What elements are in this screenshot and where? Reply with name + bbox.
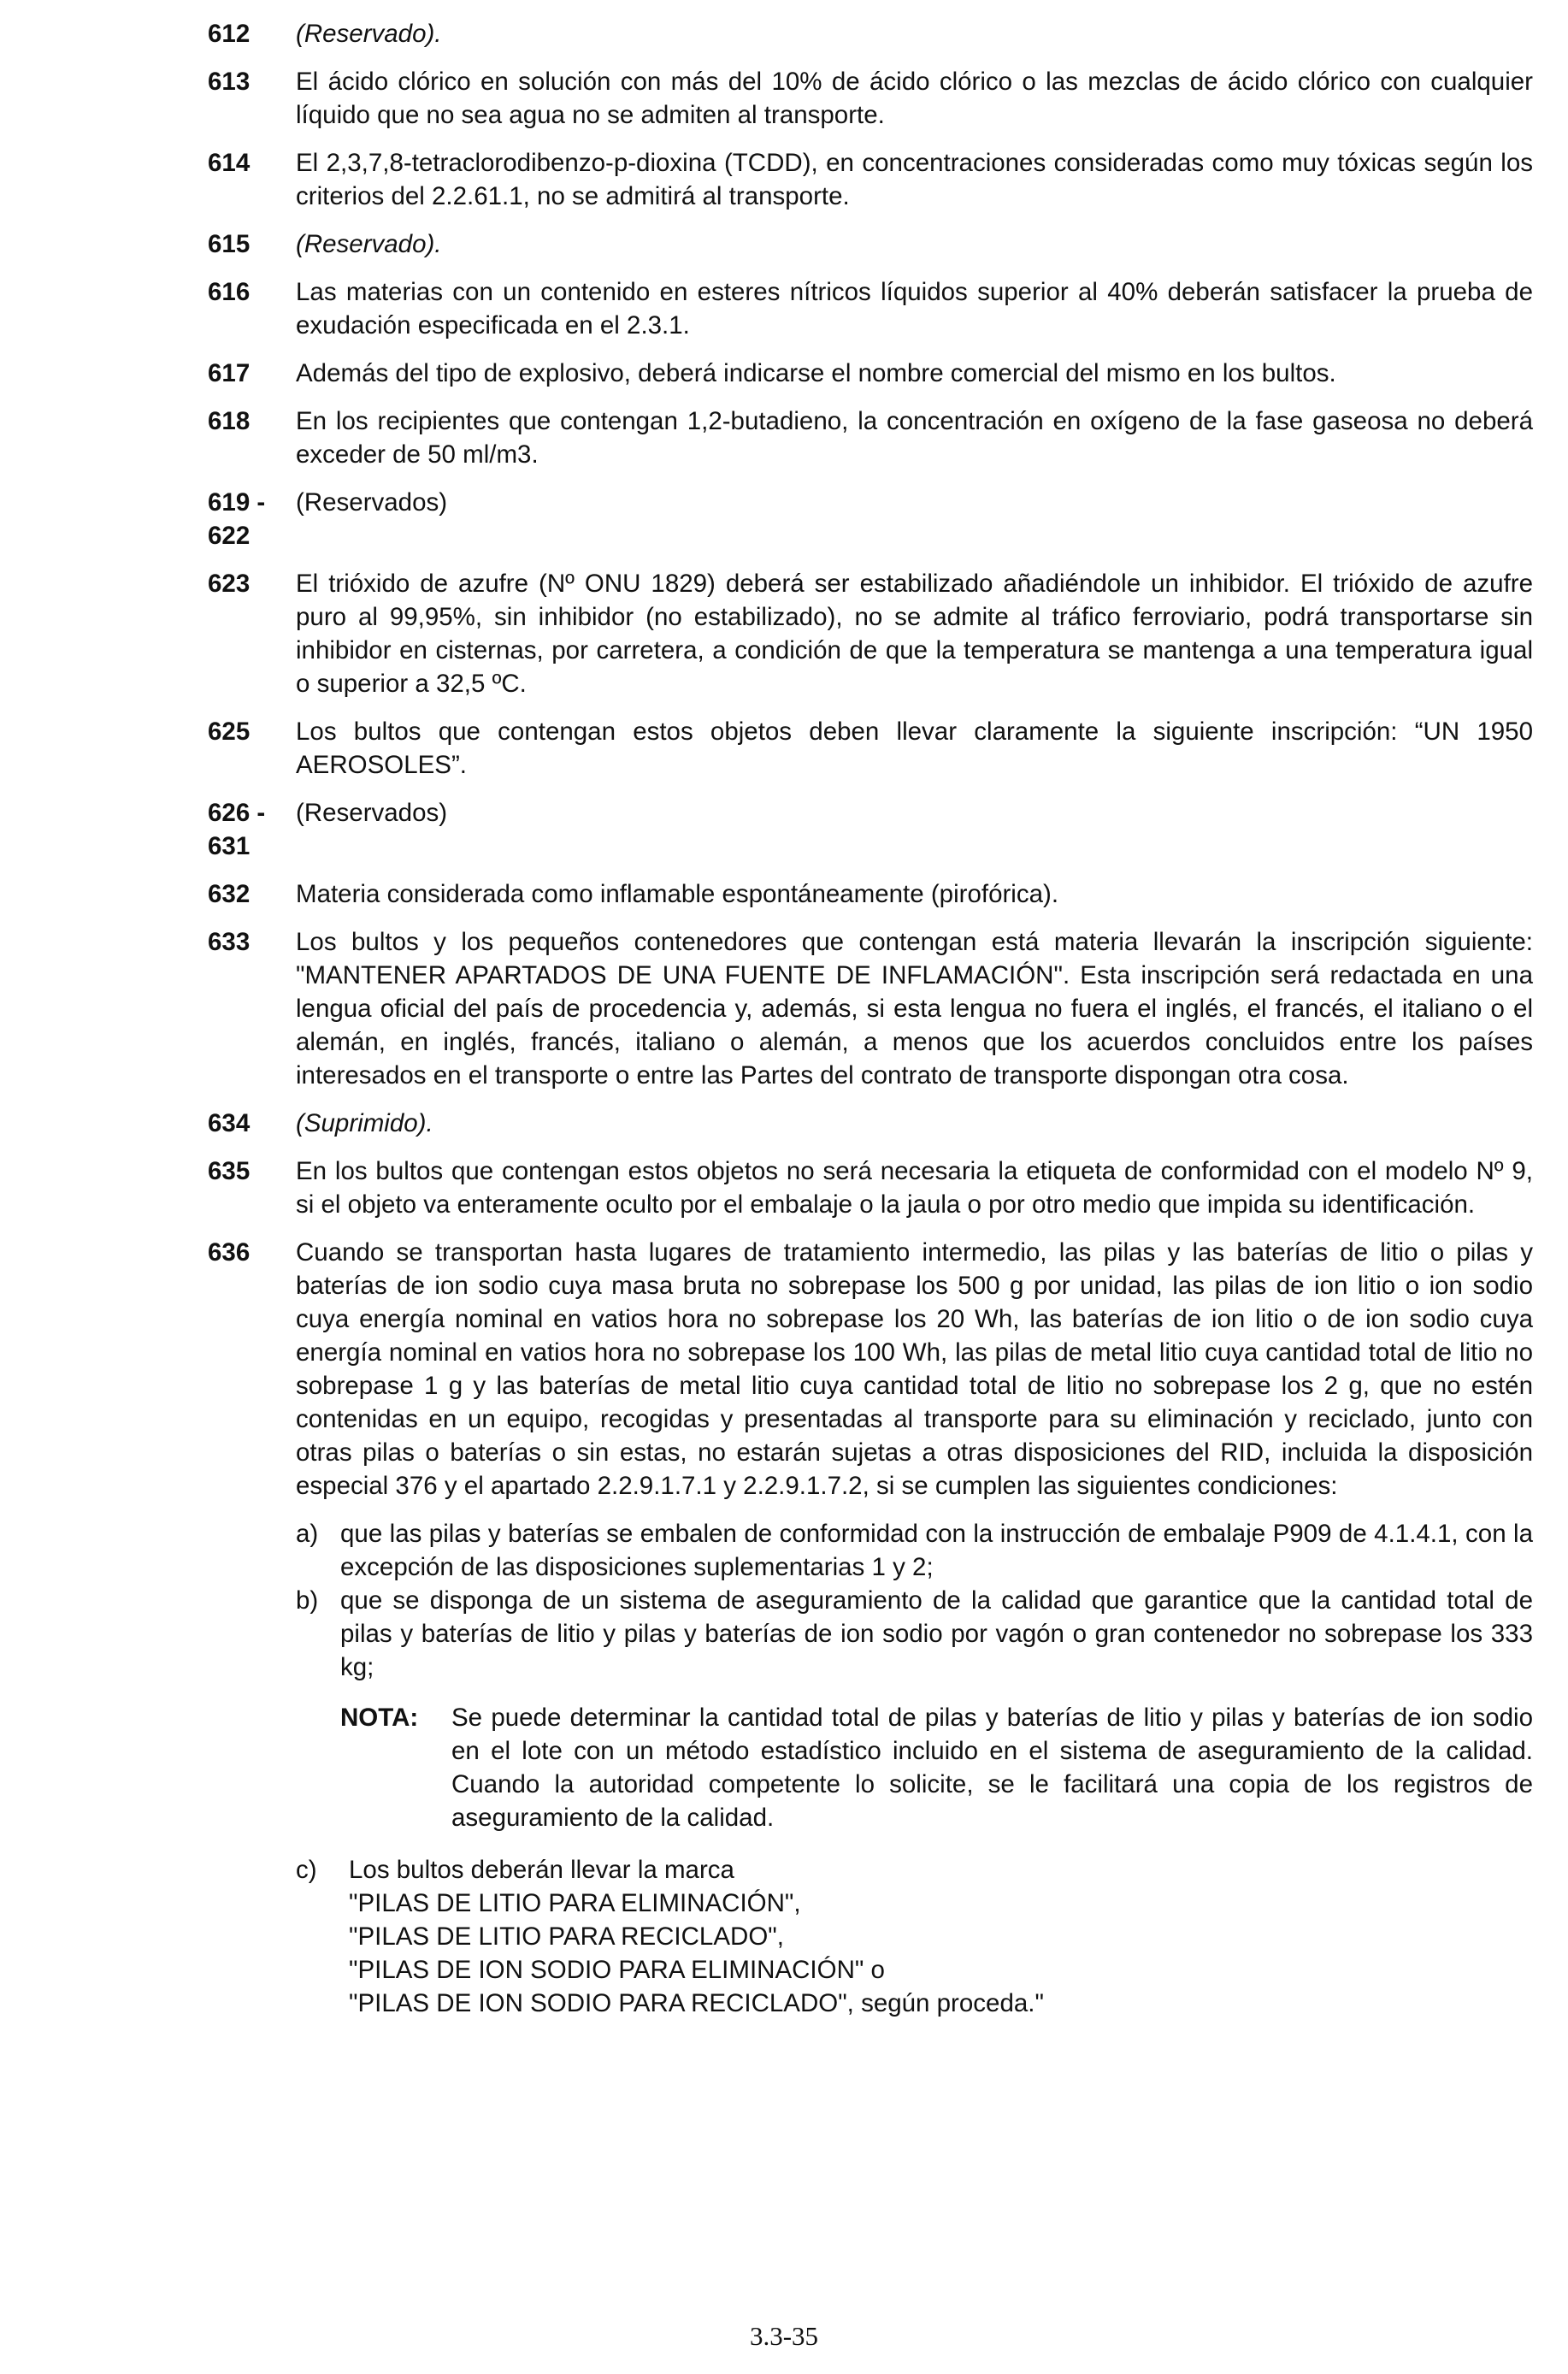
provision-number: 633 <box>208 928 251 956</box>
provision-list <box>208 17 1533 2034</box>
provision-text: (Suprimido). <box>296 1109 433 1137</box>
condition-line: "PILAS DE LITIO PARA ELIMINACIÓN", <box>349 1889 801 1917</box>
provision-number: 636 <box>208 1238 251 1267</box>
provision-number: 612 <box>208 20 251 48</box>
provision-number: 634 <box>208 1109 251 1137</box>
provision-text: En los bultos que contengan estos objetos no será necesaria la etiqueta de conformidad con el modelo Nº 9, si el objeto va enteramente oculto por el embalaje o la jaula o por otro medio que impida su identificación. <box>296 1157 1533 1219</box>
note-text: Se puede determinar la cantidad total de pilas y baterías de litio y pilas y baterías de ion sodio en el lote con un método estadístico incluido en el sistema de aseguramiento de la calidad. Cuando la autoridad competente lo solicite, se le facilitará una copia de los registros de aseguramiento de la calidad. <box>451 1704 1533 1832</box>
provision-614 <box>208 146 1533 213</box>
provision-text: (Reservado). <box>296 20 442 48</box>
provision-text: Los bultos y los pequeños contenedores que contengan está materia llevarán la inscripción siguiente: "MANTENER APARTADOS DE UNA FUENTE DE INFLAMACIÓN". Esta inscripción será redactada en una lengua oficial del país de procedencia y, además, si esta lengua no fuera el inglés, el francés, el italiano o el alemán, en inglés, francés, italiano o alemán, a menos que los acuerdos concluidos entre los países interesados en el transporte o entre las Partes del contrato de transporte dispongan otra cosa. <box>296 928 1533 1090</box>
condition-b <box>296 1584 1533 1684</box>
provision-number: 613 <box>208 68 251 96</box>
provision-634 <box>208 1107 1533 1140</box>
condition-a <box>296 1517 1533 1584</box>
provision-number: 617 <box>208 359 251 387</box>
provision-number: 619 - 622 <box>208 488 266 550</box>
provision-text: Cuando se transportan hasta lugares de tratamiento intermedio, las pilas y las baterías de litio o pilas y baterías de ion sodio cuya masa bruta no sobrepase los 500 g por unidad, las pilas de ion litio o ion sodio cuya energía nominal en vatios hora no sobrepase los 20 Wh, las baterías de ion litio o de ion sodio cuya energía nominal en vatios hora no sobrepase los 100 Wh, las pilas de metal litio cuya cantidad total de litio no sobrepase 1 g y las baterías de metal litio cuya cantidad total de litio no sobrepase los 2 g, que no estén contenidas en un equipo, recogidas y presentadas al transporte para su eliminación y reciclado, junto con otras pilas o baterías o sin estas, no estarán sujetas a otras disposiciones del RID, incluida la disposición especial 376 y el apartado 2.2.9.1.7.1 y 2.2.9.1.7.2, si se cumplen las siguientes condiciones: <box>296 1238 1533 1500</box>
provision-number: 618 <box>208 407 251 435</box>
provision-636 <box>208 1236 1533 2020</box>
condition-text: que se disponga de un sistema de aseguramiento de la calidad que garantice que la cantidad total de pilas y baterías de litio y pilas y baterías de ion sodio por vagón o gran contenedor no sobrepase los 333 kg; <box>340 1586 1533 1681</box>
condition-line: "PILAS DE LITIO PARA RECICLADO", <box>349 1922 784 1951</box>
provision-635 <box>208 1155 1533 1221</box>
provision-617 <box>208 357 1533 390</box>
provision-text: El trióxido de azufre (Nº ONU 1829) deberá ser estabilizado añadiéndole un inhibidor. El trióxido de azufre puro al 99,95%, sin inhibidor (no estabilizado), no se admite al tráfico ferroviario, podrá transportarse sin inhibidor en cisternas, por carretera, a condición de que la temperatura se mantenga a una temperatura igual o superior a 32,5 ºC. <box>296 570 1533 698</box>
provision-number: 626 - 631 <box>208 799 266 860</box>
provision-text: El ácido clórico en solución con más del 10% de ácido clórico o las mezclas de ácido clórico con cualquier líquido que no sea agua no se admiten al transporte. <box>296 68 1533 129</box>
provision-number: 616 <box>208 278 251 306</box>
condition-label: a) <box>296 1520 319 1548</box>
provision-619-622 <box>208 486 1533 552</box>
provision-633 <box>208 925 1533 1092</box>
provision-615 <box>208 227 1533 261</box>
condition-text: que las pilas y baterías se embalen de conformidad con la instrucción de embalaje P909 de 4.1.4.1, con la excepción de las disposiciones suplementarias 1 y 2; <box>340 1520 1533 1581</box>
provision-number: 625 <box>208 718 251 746</box>
condition-label: b) <box>296 1586 319 1615</box>
provision-text: (Reservados) <box>296 799 448 827</box>
provision-body <box>296 1236 1533 2020</box>
provision-625 <box>208 715 1533 782</box>
provision-text: Las materias con un contenido en esteres nítricos líquidos superior al 40% deberán satisfacer la prueba de exudación especificada en el 2.3.1. <box>296 278 1533 340</box>
provision-number: 635 <box>208 1157 251 1185</box>
provision-text: (Reservado). <box>296 230 442 258</box>
condition-line: "PILAS DE ION SODIO PARA ELIMINACIÓN" o <box>349 1956 885 1984</box>
page-number: 3.3-35 <box>749 2321 819 2351</box>
condition-label: c) <box>296 1856 317 1884</box>
provision-text: Además del tipo de explosivo, deberá indicarse el nombre comercial del mismo en los bultos. <box>296 359 1336 387</box>
condition-list <box>296 1517 1533 2020</box>
note <box>340 1701 1533 1834</box>
provision-text: Los bultos que contengan estos objetos deben llevar claramente la siguiente inscripción: “UN 1950 AEROSOLES”. <box>296 718 1533 779</box>
provision-text: El 2,3,7,8-tetraclorodibenzo-p-dioxina (TCDD), en concentraciones consideradas como muy tóxicas según los criterios del 2.2.61.1, no se admitirá al transporte. <box>296 149 1533 210</box>
provision-text: (Reservados) <box>296 488 448 517</box>
provision-612 <box>208 17 1533 50</box>
provision-616 <box>208 275 1533 342</box>
provision-623 <box>208 567 1533 700</box>
provision-number: 614 <box>208 149 251 177</box>
note-label: NOTA: <box>340 1704 419 1732</box>
provision-613 <box>208 65 1533 132</box>
condition-text <box>349 1853 1533 2020</box>
provision-text: En los recipientes que contengan 1,2-butadieno, la concentración en oxígeno de la fase gaseosa no deberá exceder de 50 ml/m3. <box>296 407 1533 469</box>
provision-text: Materia considerada como inflamable espontáneamente (pirofórica). <box>296 880 1059 908</box>
provision-632 <box>208 877 1533 911</box>
condition-line: Los bultos deberán llevar la marca <box>349 1856 734 1884</box>
provision-number: 615 <box>208 230 251 258</box>
provision-number: 623 <box>208 570 251 598</box>
provision-number: 632 <box>208 880 251 908</box>
condition-c <box>296 1853 1533 2020</box>
provision-626-631 <box>208 796 1533 863</box>
condition-line: "PILAS DE ION SODIO PARA RECICLADO", según proceda." <box>349 1989 1044 2017</box>
provision-618 <box>208 405 1533 471</box>
